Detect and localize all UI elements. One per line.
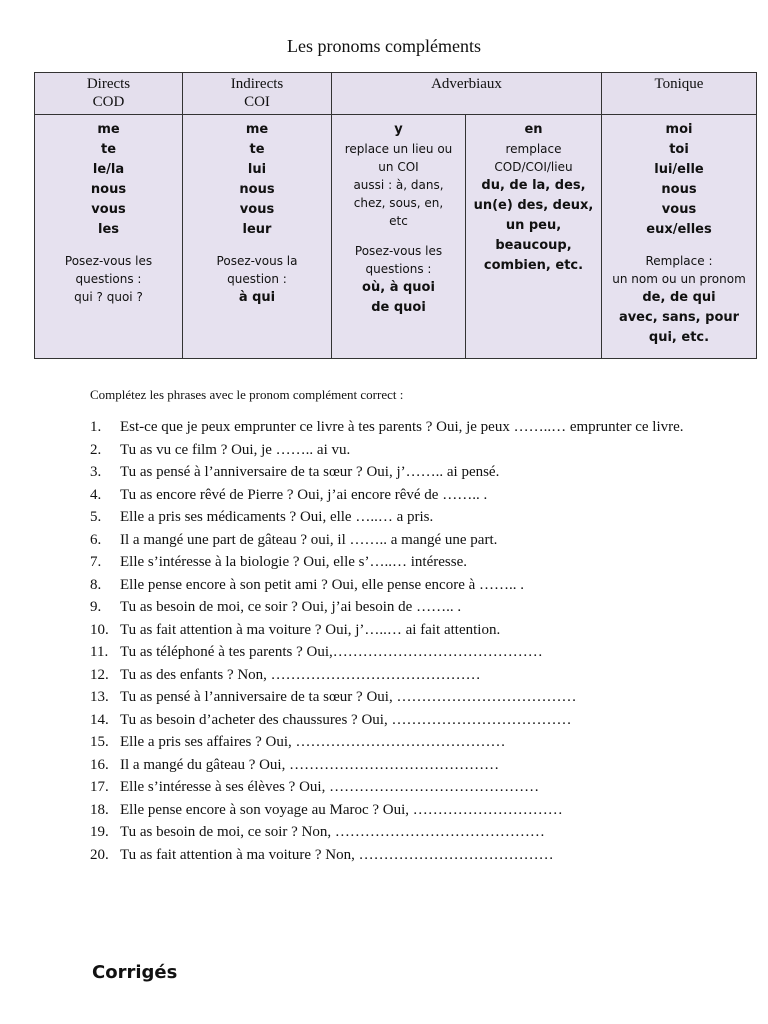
- header-directs-line2: COD: [92, 94, 125, 110]
- exercise-item: [90, 596, 690, 619]
- exercise-text: Tu as encore rêvé de Pierre ? Oui, j’ai encore rêvé de …….. .: [120, 486, 488, 503]
- usage-en: un(e) des, deux,: [473, 198, 594, 213]
- pronoun-indirects: vous: [239, 202, 275, 217]
- usage-en: combien, etc.: [483, 258, 584, 273]
- exercise-text: Tu as besoin d’acheter des chaussures ? Oui, ………………………………: [120, 711, 572, 728]
- note-directs: questions :: [75, 272, 142, 286]
- exercise-number: 18.: [90, 801, 109, 818]
- question-indirects: à qui: [238, 290, 276, 305]
- exercise-text: Elle pense encore à son voyage au Maroc ? Oui, …………………………: [120, 801, 563, 818]
- header-indirects-line1: Indirects: [230, 76, 284, 92]
- pronoun-tonique: nous: [661, 182, 697, 197]
- pronoun-tonique: lui/elle: [654, 162, 704, 177]
- usage-tonique: de, de qui: [642, 290, 716, 305]
- pronoun-y: y: [394, 122, 403, 137]
- exercise-item: [90, 416, 690, 439]
- pronoun-tonique: vous: [661, 202, 697, 217]
- page-title: Les pronoms compléments: [287, 36, 481, 56]
- pronoun-directs: te: [100, 142, 117, 157]
- note2-y: Posez-vous les: [354, 244, 443, 258]
- pronoun-indirects: nous: [239, 182, 275, 197]
- exercise-item: [90, 664, 690, 687]
- exercise-number: 17.: [90, 779, 109, 795]
- usage-tonique: qui, etc.: [648, 330, 710, 345]
- exercise-text: Tu as des enfants ? Non, ……………………………………: [120, 666, 481, 683]
- exercise-item: [90, 506, 690, 529]
- usage-en: du, de la, des,: [481, 178, 586, 193]
- usage-en: un peu,: [505, 218, 562, 233]
- note-directs: Posez-vous les: [64, 254, 153, 268]
- exercise-number: 6.: [90, 531, 102, 548]
- note-tonique: un nom ou un pronom: [612, 272, 746, 286]
- exercise-item: [90, 754, 690, 777]
- header-adverbiaux-line1: Adverbiaux: [431, 76, 502, 92]
- exercise-item: [90, 529, 690, 552]
- exercise-number: 3.: [90, 464, 102, 480]
- header-tonique-line1: Tonique: [654, 76, 704, 92]
- exercise-number: 1.: [90, 419, 102, 435]
- note-y: un COI: [378, 160, 419, 174]
- note-en: COD/COI/lieu: [494, 160, 573, 174]
- header-indirects-line2: COI: [244, 94, 270, 110]
- pronoun-directs: les: [97, 222, 119, 237]
- exercise-number: 16.: [90, 756, 109, 773]
- cell-y: [332, 115, 466, 359]
- exercise-item: [90, 776, 690, 799]
- exercise-item: [90, 641, 690, 664]
- pronoun-en: en: [524, 122, 543, 137]
- cell-tonique: [602, 115, 757, 359]
- exercise-text: Elle pense encore à son petit ami ? Oui, elle pense encore à …….. .: [120, 576, 525, 593]
- exercise-text: Tu as téléphoné à tes parents ? Oui,……………………………………: [120, 644, 543, 660]
- note-indirects: Posez-vous la: [216, 254, 298, 268]
- exercise-number: 8.: [90, 576, 102, 593]
- note-indirects: question :: [227, 272, 287, 286]
- exercise-number: 7.: [90, 554, 102, 570]
- header-directs: [35, 73, 183, 115]
- cell-directs: [35, 115, 183, 359]
- exercise-text: Elle s’intéresse à ses élèves ? Oui, ……………………………………: [120, 779, 540, 795]
- exercise-item: [90, 551, 690, 574]
- exercise-text: Elle a pris ses affaires ? Oui, ……………………………………: [120, 734, 506, 750]
- note-y: chez, sous, en,: [353, 196, 444, 210]
- exercise-text: Il a mangé une part de gâteau ? oui, il …….. a mangé une part.: [120, 531, 498, 548]
- exercise-item: [90, 799, 690, 822]
- pronoun-indirects: lui: [247, 162, 267, 177]
- exercise-number: 13.: [90, 689, 109, 705]
- pronoun-directs: nous: [90, 182, 127, 197]
- header-indirects: [183, 73, 332, 115]
- exercise-text: Tu as pensé à l’anniversaire de ta sœur ? Oui, j’…….. ai pensé.: [120, 464, 500, 480]
- pronoun-indirects: me: [245, 122, 269, 137]
- question-y: où, à quoi: [362, 280, 435, 295]
- pronoun-directs: vous: [91, 202, 126, 217]
- section-heading-corriges: Corrigés: [92, 962, 178, 983]
- note-y: aussi : à, dans,: [353, 178, 444, 192]
- exercise-text: Tu as pensé à l’anniversaire de ta sœur ? Oui, ………………………………: [120, 689, 577, 705]
- exercise-item: [90, 574, 690, 597]
- exercise-number: 19.: [90, 824, 109, 840]
- exercise-number: 14.: [90, 711, 109, 728]
- pronoun-tonique: eux/elles: [646, 222, 712, 237]
- exercise-text: Tu as vu ce film ? Oui, je …….. ai vu.: [120, 441, 351, 458]
- cell-en: [466, 115, 602, 359]
- exercise-text: Est-ce que je peux emprunter ce livre à tes parents ? Oui, je peux ……..… emprunter ce livre.: [120, 419, 684, 435]
- note-directs: qui ? quoi ?: [74, 290, 143, 304]
- exercise-item: [90, 619, 690, 642]
- exercise-text: Elle a pris ses médicaments ? Oui, elle …..… a pris.: [120, 509, 434, 525]
- exercise-number: 11.: [90, 644, 109, 660]
- cell-indirects: [183, 115, 332, 359]
- note-en: remplace: [505, 142, 562, 156]
- exercise-text: Tu as besoin de moi, ce soir ? Oui, j’ai besoin de …….. .: [120, 599, 462, 615]
- usage-en: beaucoup,: [495, 238, 572, 253]
- pronoun-directs: le/la: [92, 162, 125, 177]
- pronoun-indirects: te: [249, 142, 265, 157]
- exercise-item: [90, 731, 690, 754]
- note-y: replace un lieu ou: [344, 142, 453, 156]
- pronoun-directs: me: [97, 122, 120, 137]
- exercise-number: 12.: [90, 666, 109, 683]
- header-adverbiaux: [332, 73, 602, 115]
- exercise-text: Tu as fait attention à ma voiture ? Oui, j’…..… ai fait attention.: [120, 621, 501, 638]
- exercise-number: 20.: [90, 846, 109, 863]
- exercise-text: Il a mangé du gâteau ? Oui, ……………………………………: [120, 756, 500, 773]
- header-tonique: [602, 73, 757, 115]
- pronoun-tonique: moi: [665, 122, 693, 137]
- exercise-item: [90, 686, 690, 709]
- question-y: de quoi: [371, 300, 426, 315]
- exercise-number: 2.: [90, 441, 102, 458]
- exercise-number: 5.: [90, 509, 102, 525]
- exercise-number: 15.: [90, 734, 109, 750]
- exercise-text: Tu as besoin de moi, ce soir ? Non, ……………………………………: [120, 824, 545, 840]
- note-tonique: Remplace :: [645, 254, 713, 268]
- header-directs-line1: Directs: [86, 76, 131, 92]
- usage-tonique: avec, sans, pour: [618, 310, 740, 325]
- exercise-number: 4.: [90, 486, 102, 503]
- exercise-number: 10.: [90, 621, 109, 638]
- exercise-item: [90, 484, 690, 507]
- exercise-text: Tu as fait attention à ma voiture ? Non, …………………………………: [120, 846, 554, 863]
- exercise-number: 9.: [90, 599, 102, 615]
- exercise-item: [90, 821, 690, 844]
- exercise-item: [90, 461, 690, 484]
- exercise-item: [90, 844, 690, 867]
- exercise-text: Elle s’intéresse à la biologie ? Oui, elle s’…..… intéresse.: [120, 554, 467, 570]
- pronoun-indirects: leur: [242, 222, 272, 237]
- exercise-item: [90, 439, 690, 462]
- exercise-item: [90, 709, 690, 732]
- pronoun-tonique: toi: [669, 142, 689, 157]
- exercise-instruction: Complétez les phrases avec le pronom complément correct :: [90, 387, 404, 402]
- pronoun-table: [34, 72, 757, 359]
- note2-y: questions :: [365, 262, 432, 276]
- exercise-list: [90, 416, 690, 866]
- note-y: etc: [389, 214, 408, 228]
